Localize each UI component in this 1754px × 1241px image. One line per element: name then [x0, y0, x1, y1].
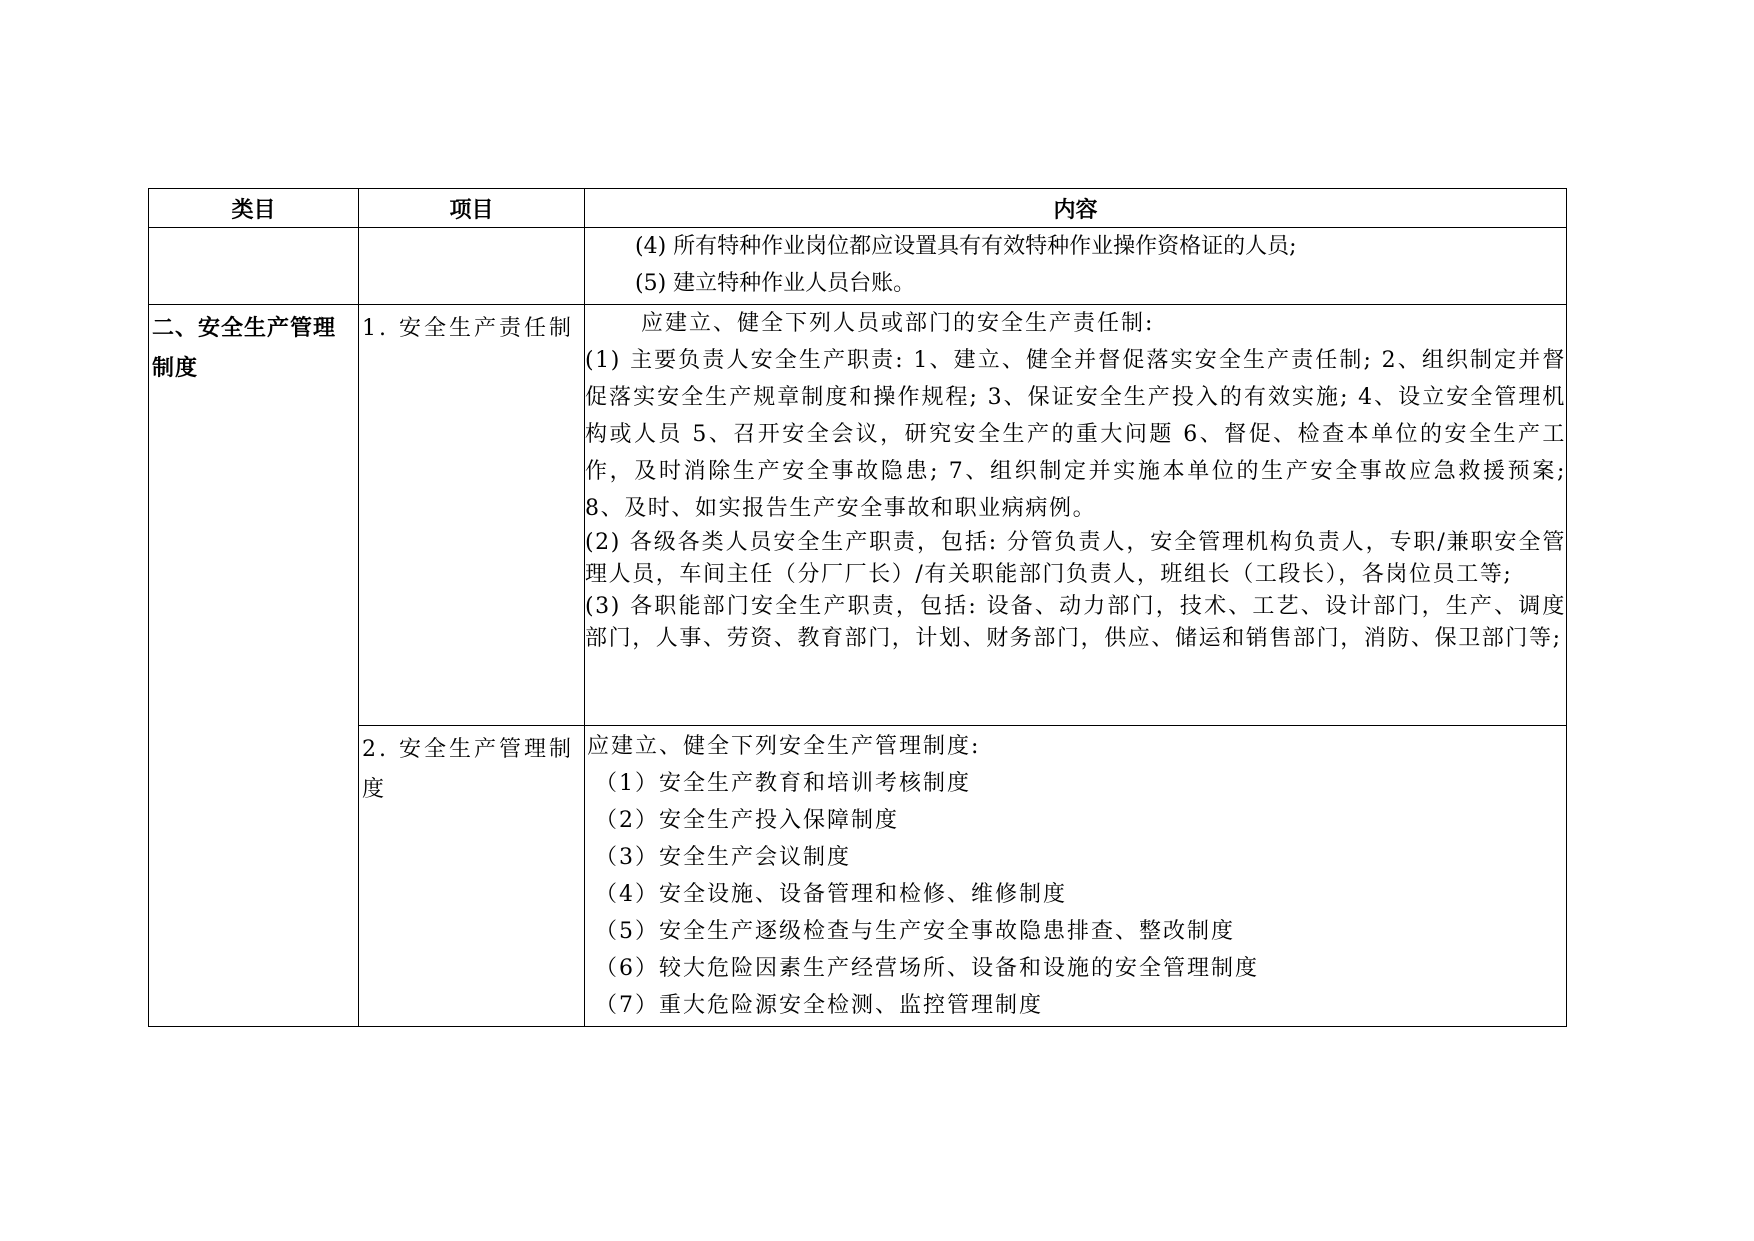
- table-row: [149, 726, 1567, 1027]
- item-cell: [359, 228, 585, 305]
- content-line: (5) 建立特种作业人员台账。: [635, 271, 916, 296]
- list-item: （5）安全生产逐级检查与生产安全事故隐患排查、整改制度: [595, 919, 1235, 944]
- list-item: （1）安全生产教育和培训考核制度: [595, 771, 971, 796]
- content-paragraph: (3) 各职能部门安全生产职责，包括: 设备、动力部门，技术、工艺、设计部门，生产、调度部门，人事、劳资、教育部门，计划、财务部门，供应、储运和销售部门，消防、保卫部门等;: [585, 594, 1566, 651]
- category-label: 二、安全生产管理制度: [152, 316, 337, 381]
- header-item: 项目: [359, 189, 585, 228]
- category-cell: [149, 305, 359, 1027]
- content-cell: [585, 305, 1567, 726]
- content-cell: [585, 726, 1567, 1027]
- content-paragraph: (1) 主要负责人安全生产职责: 1、建立、健全并督促落实安全生产责任制; 2、组织制定并督促落实安全生产规章制度和操作规程; 3、保证安全生产投入的有效实施; 4、设立安全管理机构或人员 5、召开安全会议，研究安全生产的重大问题 6、督促、检查本单位的安全生产工作，及时消除生产安全事故隐患; 7、组织制定并实施本单位的生产安全事故应急救援预案; 8、及时、如实报告生产安全事故和职业病病例。: [585, 348, 1566, 521]
- item-label: 1. 安全生产责任制: [362, 316, 574, 341]
- header-category: 类目: [149, 189, 359, 228]
- item-cell: [359, 726, 585, 1027]
- content-paragraph: (2) 各级各类人员安全生产职责，包括: 分管负责人，安全管理机构负责人，专职/兼职安全管理人员，车间主任（分厂厂长）/有关职能部门负责人，班组长（工段长），各岗位员工等;: [585, 530, 1566, 587]
- list-item: （6）较大危险因素生产经营场所、设备和设施的安全管理制度: [595, 956, 1259, 981]
- list-item: （4）安全设施、设备管理和检修、维修制度: [595, 882, 1067, 907]
- table-row: [149, 228, 1567, 305]
- item-cell: [359, 305, 585, 726]
- header-content: 内容: [585, 189, 1567, 228]
- table-row: [149, 305, 1567, 726]
- category-cell: [149, 228, 359, 305]
- item-label: 2. 安全生产管理制度: [362, 737, 574, 802]
- policy-table: [148, 188, 1567, 1027]
- list-item: （3）安全生产会议制度: [595, 845, 851, 870]
- content-intro: 应建立、健全下列安全生产管理制度:: [587, 734, 981, 759]
- content-line: (4) 所有特种作业岗位都应设置具有有效特种作业操作资格证的人员;: [635, 234, 1297, 259]
- list-item: （2）安全生产投入保障制度: [595, 808, 899, 833]
- header-row: [149, 189, 1567, 228]
- content-intro: 应建立、健全下列人员或部门的安全生产责任制:: [641, 311, 1155, 336]
- list-item: （7）重大危险源安全检测、监控管理制度: [595, 993, 1043, 1018]
- content-cell: [585, 228, 1567, 305]
